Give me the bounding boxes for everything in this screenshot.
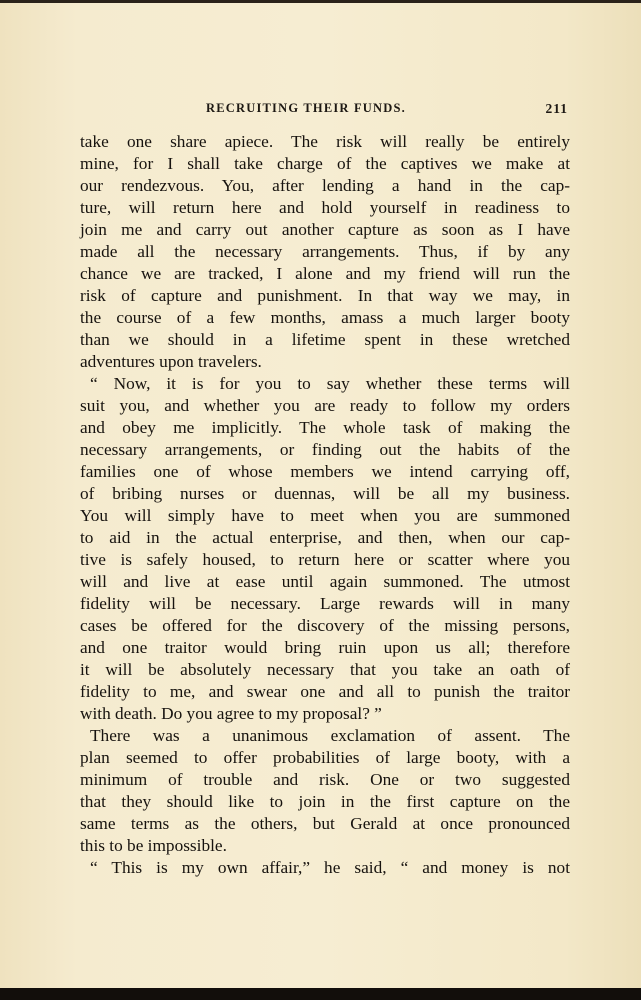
text-line: You will simply have to meet when you are summoned [80, 506, 570, 525]
text-line: minimum of trouble and risk. One or two suggested [80, 770, 570, 789]
text-line: and obey me implicitly. The whole task of making the [80, 418, 570, 437]
text-line: take one share apiece. The risk will really be entirely [80, 132, 570, 151]
text-line: fidelity to me, and swear one and all to punish the traitor [80, 682, 570, 701]
text-line: it will be absolutely necessary that you take an oath of [80, 660, 570, 679]
text-line: cases be offered for the discovery of the missing persons, [80, 616, 570, 635]
text-line: ture, will return here and hold yourself in readiness to [80, 198, 570, 217]
text-line: risk of capture and punishment. In that way we may, in [80, 286, 570, 305]
text-line: mine, for I shall take charge of the captives we make at [80, 154, 570, 173]
chapter-running-title: RECRUITING THEIR FUNDS. [206, 101, 406, 115]
text-line: our rendezvous. You, after lending a hand in the cap- [80, 176, 570, 195]
text-line: that they should like to join in the first capture on the [80, 792, 570, 811]
text-line: suit you, and whether you are ready to follow my orders [80, 396, 570, 415]
text-line: the course of a few months, amass a much larger booty [80, 308, 570, 327]
text-line: tive is safely housed, to return here or scatter where you [80, 550, 570, 569]
text-line: made all the necessary arrangements. Thus, if by any [80, 242, 570, 261]
text-line: chance we are tracked, I alone and my friend will run the [80, 264, 570, 283]
text-line: “ This is my own affair,” he said, “ and money is not [90, 858, 570, 877]
body-text [80, 131, 570, 879]
text-line: “ Now, it is for you to say whether these terms will [90, 374, 570, 393]
page-bottom-edge [0, 988, 641, 1000]
text-line: adventures upon travelers. [80, 352, 262, 371]
text-line: with death. Do you agree to my proposal? ” [80, 704, 382, 723]
running-head [80, 101, 570, 117]
text-line: plan seemed to offer probabilities of large booty, with a [80, 748, 570, 767]
text-line: families one of whose members we intend carrying off, [80, 462, 570, 481]
text-line: necessary arrangements, or finding out the habits of the [80, 440, 570, 459]
text-line: of bribing nurses or duennas, will be all my business. [80, 484, 570, 503]
page-number: 211 [545, 101, 568, 116]
text-line: and one traitor would bring ruin upon us all; therefore [80, 638, 570, 657]
text-line: join me and carry out another capture as soon as I have [80, 220, 570, 239]
text-line: fidelity will be necessary. Large rewards will in many [80, 594, 570, 613]
text-line: than we should in a lifetime spent in these wretched [80, 330, 570, 349]
text-line: to aid in the actual enterprise, and then, when our cap- [80, 528, 570, 547]
text-line: There was a unanimous exclamation of assent. The [90, 726, 570, 745]
text-line: will and live at ease until again summoned. The utmost [80, 572, 570, 591]
text-line: this to be impossible. [80, 836, 227, 855]
text-line: same terms as the others, but Gerald at once pronounced [80, 814, 570, 833]
